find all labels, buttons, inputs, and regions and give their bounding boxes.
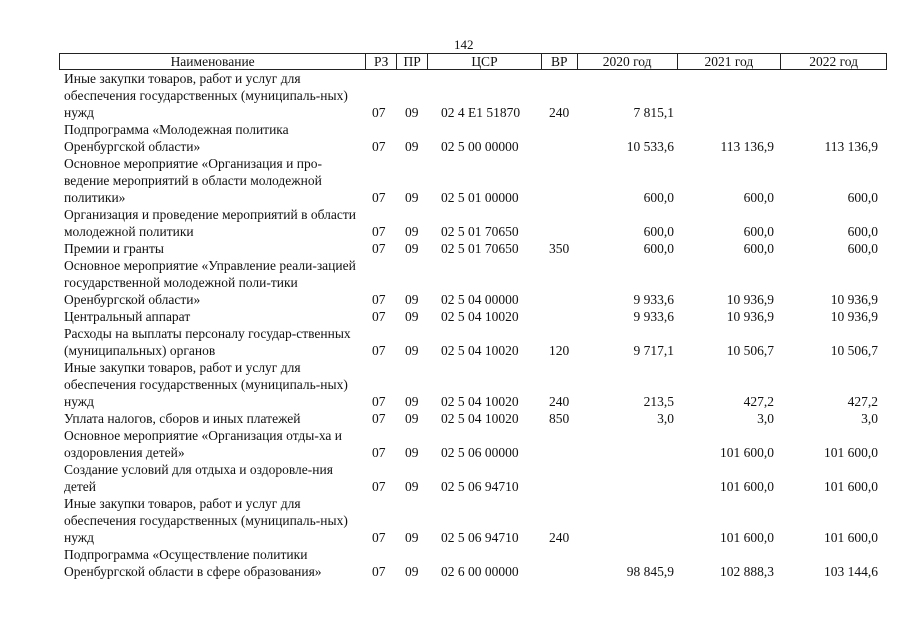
- csr-cell: 02 5 04 10020: [441, 411, 519, 426]
- table-row: [60, 410, 888, 427]
- pr-cell: 09: [405, 343, 419, 358]
- header-pr: ПР: [397, 54, 428, 69]
- header-2022: 2022 год: [809, 54, 859, 69]
- pr-cell: 09: [405, 411, 419, 426]
- value-2020-cell: 600,0: [643, 224, 674, 239]
- table-row: [60, 70, 888, 121]
- csr-cell: 02 5 01 00000: [441, 190, 519, 205]
- pr-cell: 09: [405, 530, 419, 545]
- table-row: [60, 495, 888, 546]
- pr-cell: 09: [405, 241, 419, 256]
- value-2022-cell: 10 936,9: [830, 309, 878, 324]
- table-header: [59, 53, 887, 70]
- rz-cell: 07: [372, 394, 386, 409]
- name-cell: Основное мероприятие «Организация отды-ха и оздоровления детей»: [64, 428, 343, 460]
- value-2020-cell: 213,5: [643, 394, 674, 409]
- rz-cell: 07: [372, 241, 386, 256]
- csr-cell: 02 5 01 70650: [441, 224, 519, 239]
- value-2022-cell: 103 144,6: [824, 564, 878, 579]
- value-2021-cell: 427,2: [743, 394, 774, 409]
- value-2022-cell: 101 600,0: [824, 530, 878, 545]
- pr-cell: 09: [405, 190, 419, 205]
- vr-cell: 850: [549, 411, 570, 426]
- vr-cell: 240: [549, 530, 570, 545]
- value-2021-cell: 101 600,0: [720, 479, 774, 494]
- rz-cell: 07: [372, 530, 386, 545]
- name-cell: Создание условий для отдыха и оздоровле-ния детей: [64, 462, 333, 494]
- header-2021: 2021 год: [678, 54, 782, 69]
- table-body: [60, 70, 888, 580]
- header-2020: 2020 год: [578, 54, 678, 69]
- value-2022-cell: 3,0: [861, 411, 878, 426]
- rz-cell: 07: [372, 564, 386, 579]
- value-2021-cell: 10 936,9: [726, 309, 774, 324]
- table-row: [60, 121, 888, 155]
- csr-cell: 02 5 04 10020: [441, 394, 519, 409]
- header-csr: ЦСР: [428, 54, 542, 69]
- page-number: 142: [454, 37, 474, 52]
- table-row: [60, 257, 888, 308]
- rz-cell: 07: [372, 224, 386, 239]
- table-row: [60, 427, 888, 461]
- value-2022-cell: 600,0: [847, 224, 878, 239]
- pr-cell: 09: [405, 564, 419, 579]
- value-2021-cell: 600,0: [743, 190, 774, 205]
- value-2021-cell: 600,0: [743, 241, 774, 256]
- name-cell: Основное мероприятие «Управление реали-зацией государственной молодежной поли-тики Оренбургской области»: [64, 258, 356, 307]
- vr-cell: 240: [549, 105, 570, 120]
- name-cell: Центральный аппарат: [64, 309, 191, 324]
- pr-cell: 09: [405, 445, 419, 460]
- value-2021-cell: 113 136,9: [720, 139, 774, 154]
- table-row: [60, 359, 888, 410]
- value-2021-cell: 10 506,7: [726, 343, 774, 358]
- value-2022-cell: 600,0: [847, 190, 878, 205]
- value-2021-cell: 101 600,0: [720, 530, 774, 545]
- rz-cell: 07: [372, 292, 386, 307]
- pr-cell: 09: [405, 479, 419, 494]
- name-cell: Подпрограмма «Осуществление политики Оренбургской области в сфере образования»: [64, 547, 322, 579]
- value-2022-cell: 427,2: [847, 394, 878, 409]
- value-2021-cell: 600,0: [743, 224, 774, 239]
- header-name: Наименование: [60, 54, 366, 69]
- csr-cell: 02 5 06 00000: [441, 445, 519, 460]
- table-row: [60, 546, 888, 580]
- csr-cell: 02 5 04 00000: [441, 292, 519, 307]
- name-cell: Иные закупки товаров, работ и услуг для обеспечения государственных (муниципаль-ных) нужд: [64, 71, 348, 120]
- value-2020-cell: 3,0: [657, 411, 674, 426]
- name-cell: Основное мероприятие «Организация и про-ведение мероприятий в области молодежной политики»: [64, 156, 322, 205]
- value-2021-cell: 10 936,9: [726, 292, 774, 307]
- rz-cell: 07: [372, 445, 386, 460]
- pr-cell: 09: [405, 139, 419, 154]
- value-2021-cell: 3,0: [757, 411, 774, 426]
- csr-cell: 02 6 00 00000: [441, 564, 519, 579]
- csr-cell: 02 5 06 94710: [441, 479, 519, 494]
- rz-cell: 07: [372, 343, 386, 358]
- name-cell: Иные закупки товаров, работ и услуг для обеспечения государственных (муниципаль-ных) нужд: [64, 496, 348, 545]
- value-2020-cell: 7 815,1: [633, 105, 674, 120]
- value-2022-cell: 101 600,0: [824, 445, 878, 460]
- pr-cell: 09: [405, 309, 419, 324]
- table-row: [60, 308, 888, 325]
- csr-cell: 02 5 01 70650: [441, 241, 519, 256]
- value-2022-cell: 101 600,0: [824, 479, 878, 494]
- rz-cell: 07: [372, 309, 386, 324]
- value-2020-cell: 98 845,9: [626, 564, 674, 579]
- value-2022-cell: 10 936,9: [830, 292, 878, 307]
- header-rz: РЗ: [366, 54, 397, 69]
- name-cell: Иные закупки товаров, работ и услуг для обеспечения государственных (муниципаль-ных) нужд: [64, 360, 348, 409]
- value-2021-cell: 102 888,3: [720, 564, 774, 579]
- value-2021-cell: 101 600,0: [720, 445, 774, 460]
- value-2020-cell: 600,0: [643, 190, 674, 205]
- value-2022-cell: 600,0: [847, 241, 878, 256]
- rz-cell: 07: [372, 411, 386, 426]
- rz-cell: 07: [372, 139, 386, 154]
- value-2020-cell: 9 933,6: [633, 309, 674, 324]
- vr-cell: 240: [549, 394, 570, 409]
- table-row: [60, 206, 888, 240]
- pr-cell: 09: [405, 292, 419, 307]
- vr-cell: 350: [549, 241, 570, 256]
- csr-cell: 02 5 00 00000: [441, 139, 519, 154]
- name-cell: Подпрограмма «Молодежная политика Оренбургской области»: [64, 122, 289, 154]
- rz-cell: 07: [372, 190, 386, 205]
- value-2020-cell: 600,0: [643, 241, 674, 256]
- csr-cell: 02 5 06 94710: [441, 530, 519, 545]
- name-cell: Уплата налогов, сборов и иных платежей: [64, 411, 301, 426]
- header-vr: ВР: [542, 54, 578, 69]
- rz-cell: 07: [372, 105, 386, 120]
- name-cell: Организация и проведение мероприятий в области молодежной политики: [64, 207, 356, 239]
- table-row: [60, 240, 888, 257]
- pr-cell: 09: [405, 394, 419, 409]
- name-cell: Расходы на выплаты персоналу государ-ственных (муниципальных) органов: [64, 326, 351, 358]
- rz-cell: 07: [372, 479, 386, 494]
- value-2020-cell: 9 717,1: [633, 343, 674, 358]
- vr-cell: 120: [549, 343, 570, 358]
- name-cell: Премии и гранты: [64, 241, 164, 256]
- csr-cell: 02 5 04 10020: [441, 309, 519, 324]
- value-2020-cell: 9 933,6: [633, 292, 674, 307]
- table-row: [60, 325, 888, 359]
- table-row: [60, 155, 888, 206]
- value-2020-cell: 10 533,6: [626, 139, 674, 154]
- pr-cell: 09: [405, 224, 419, 239]
- pr-cell: 09: [405, 105, 419, 120]
- csr-cell: 02 5 04 10020: [441, 343, 519, 358]
- value-2022-cell: 113 136,9: [824, 139, 878, 154]
- value-2022-cell: 10 506,7: [830, 343, 878, 358]
- csr-cell: 02 4 Е1 51870: [441, 105, 521, 120]
- table-row: [60, 461, 888, 495]
